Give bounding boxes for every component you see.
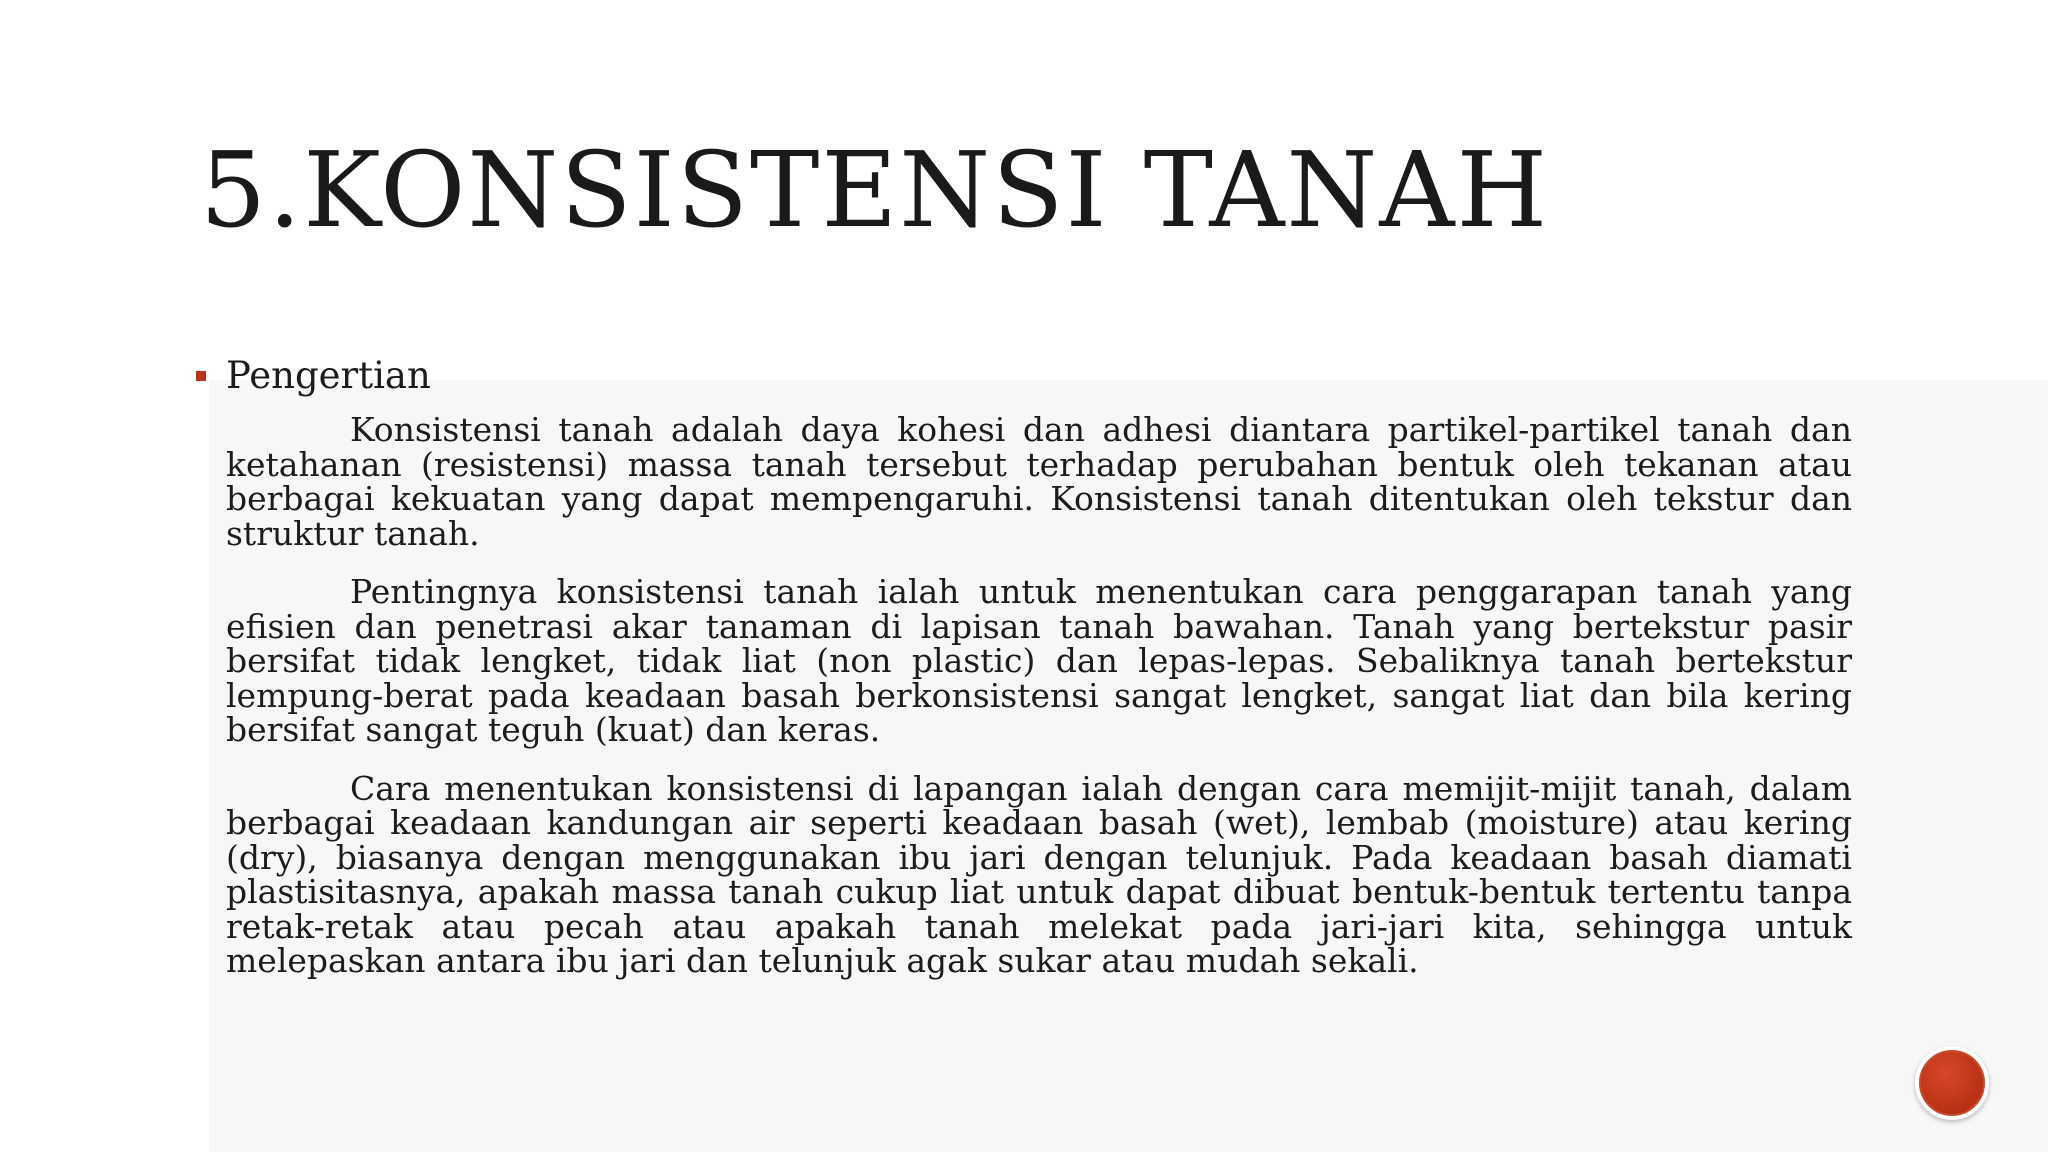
next-slide-circle-icon [1919, 1050, 1985, 1116]
paragraph-definition: Konsistensi tanah adalah daya kohesi dan adhesi diantara partikel-partikel tanah dan ketahanan (resistensi) massa tanah tersebut terhadap perubahan bentuk oleh tekanan atau berbagai kekuatan yang dapat mempengaruhi. Konsistensi tanah ditentukan oleh tekstur dan struktur tanah. [226, 410, 1852, 553]
bullet-item [196, 352, 431, 400]
square-bullet-icon [196, 371, 206, 381]
bullet-label: Pengertian [226, 354, 431, 397]
slide-title: 5.KONSISTENSI TANAH [200, 129, 1550, 251]
paragraph-method: Cara menentukan konsistensi di lapangan ialah dengan cara memijit-mijit tanah, dalam berbagai keadaan kandungan air seperti keadaan basah (wet), lembab (moisture) atau kering (dry), biasanya dengan menggunakan ibu jari dengan telunjuk. Pada keadaan basah diamati plastisitasnya, apakah massa tanah cukup liat untuk dapat dibuat bentuk-bentuk tertentu tanpa retak-retak atau pecah atau apakah tanah melekat pada jari-jari kita, sehingga untuk melepaskan antara ibu jari dan telunjuk agak sukar atau mudah sekali. [226, 768, 1852, 980]
paragraph-importance: Pentingnya konsistensi tanah ialah untuk menentukan cara penggarapan tanah yang efisien dan penetrasi akar tanaman di lapisan tanah bawahan. Tanah yang bertekstur pasir bersifat tidak lengket, tidak liat (non plastic) dan lepas-lepas. Sebaliknya tanah bertekstur lempung-berat pada keadaan basah berkonsistensi sangat lengket, sangat liat dan bila kering bersifat sangat teguh (kuat) dan keras. [226, 572, 1852, 749]
body-text [226, 410, 1852, 1003]
next-slide-button[interactable] [1915, 1046, 1989, 1120]
